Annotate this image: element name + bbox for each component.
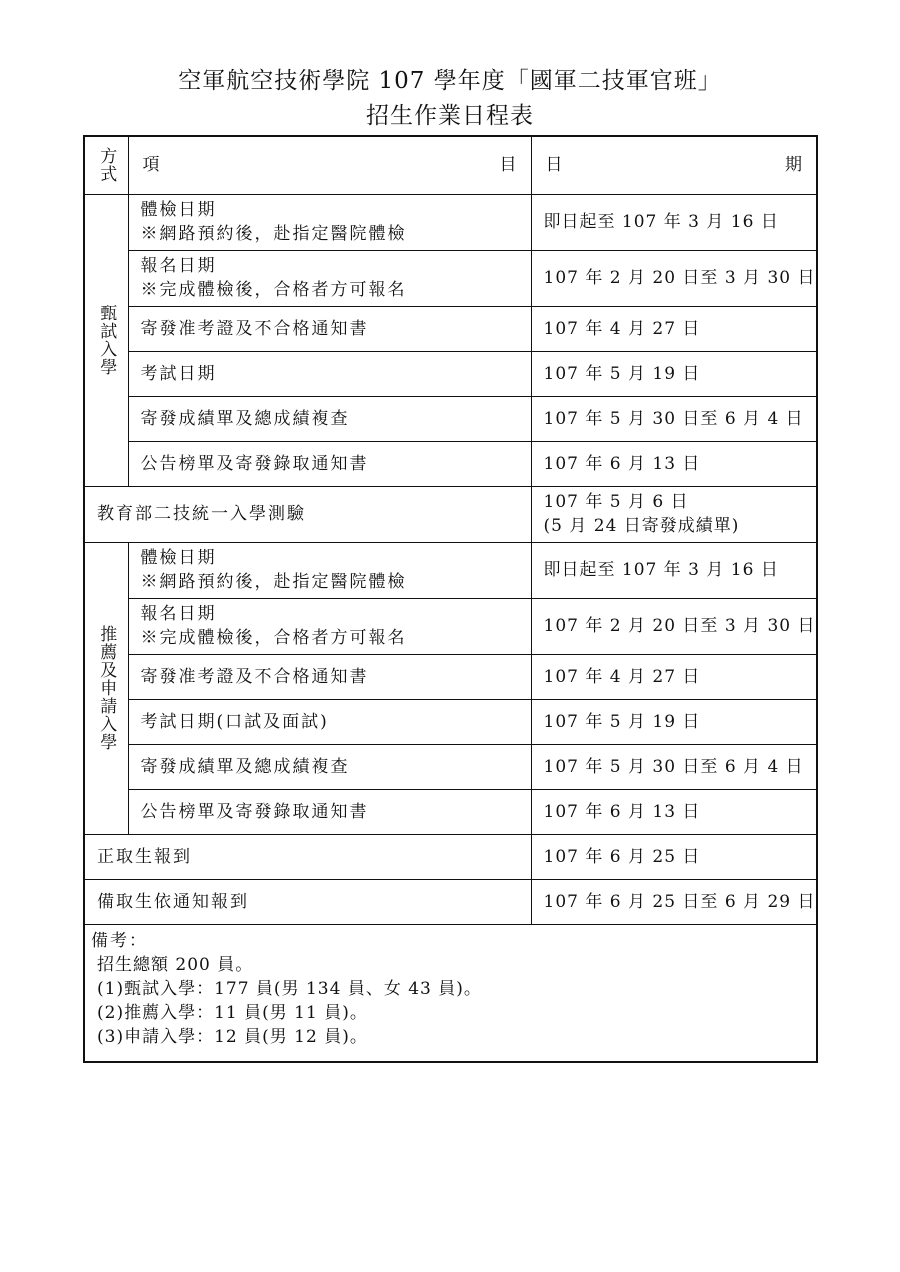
exam-item-cell [128,306,531,351]
schedule-table [83,135,818,1063]
recommend-method-label: 推薦及申請入學 [96,625,117,751]
cell-line: 107 年 6 月 13 日 [543,801,701,822]
cell-line: 即日起至 107 年 3 月 16 日 [543,560,779,580]
cell-line: (5 月 24 日寄發成績單) [543,516,740,536]
cell-line: 寄發成績單及總成績複查 [140,408,350,429]
cell-line: 107 年 5 月 19 日 [543,363,701,384]
recommend-row [84,744,817,789]
document-subtitle: 招生作業日程表 [366,103,534,129]
cell-line: 體檢日期 [140,548,217,568]
exam-item-cell [128,351,531,396]
waitlist-date-cell: 107 年 6 月 25 日至 6 月 29 日 [531,879,817,924]
header-method [84,136,128,194]
moe-test-date-cell [531,486,817,542]
admit-date-cell: 107 年 6 月 25 日 [531,834,817,879]
cell-line: 107 年 2 月 20 日至 3 月 30 日 [543,616,816,636]
cell-line: 公告榜單及寄發錄取通知書 [140,453,369,474]
admit-item-cell: 正取生報到 [84,834,531,879]
cell-line: 寄發成績單及總成績複查 [140,756,350,777]
exam-item-cell [128,250,531,306]
recommend-row [84,654,817,699]
cell-line: 107 年 5 月 30 日至 6 月 4 日 [543,408,804,429]
exam-item-cell [128,194,531,250]
moe-test-row [84,486,817,542]
header-date-right: 期 [785,155,802,176]
notes-row [84,924,817,1062]
cell-line: 107 年 6 月 13 日 [543,453,701,474]
waitlist-item-cell: 備取生依通知報到 [84,879,531,924]
exam-row [84,441,817,486]
cell-line: 107 年 4 月 27 日 [543,318,701,339]
recommend-method-cell [84,542,128,834]
exam-date-cell [531,306,817,351]
exam-method-label: 甄試入學 [96,304,117,376]
header-method-label: 方式 [96,147,117,184]
exam-item-cell [128,396,531,441]
header-row [84,136,817,194]
exam-item-cell [128,441,531,486]
cell-line: ※完成體檢後，合格者方可報名 [140,280,407,300]
cell-line: 107 年 5 月 30 日至 6 月 4 日 [543,756,804,777]
recommend-row [84,598,817,654]
exam-row [84,194,817,250]
header-date [531,136,817,194]
admit-row [84,834,817,879]
recommend-date-cell [531,789,817,834]
cell-line: ※網路預約後，赴指定醫院體檢 [140,572,407,592]
cell-line: 寄發准考證及不合格通知書 [140,318,369,339]
recommend-item-cell [128,598,531,654]
recommend-row [84,789,817,834]
schedule-body [84,136,817,1062]
header-item-left: 項 [142,155,160,176]
exam-date-cell [531,351,817,396]
exam-row [84,396,817,441]
recommend-date-cell [531,744,817,789]
cell-line: ※網路預約後，赴指定醫院體檢 [140,224,407,244]
exam-row [84,250,817,306]
waitlist-row [84,879,817,924]
cell-line: 107 年 5 月 6 日 [543,492,689,512]
header-date-left: 日 [545,155,563,176]
recommend-item-cell [128,542,531,598]
moe-test-item-cell: 教育部二技統一入學測驗 [84,486,531,542]
cell-line: 報名日期 [140,256,217,276]
cell-line: 寄發准考證及不合格通知書 [140,666,369,687]
exam-date-cell [531,441,817,486]
recommend-date-cell [531,699,817,744]
recommend-item-cell [128,699,531,744]
recommend-row [84,542,817,598]
recommend-date-cell [531,598,817,654]
cell-line: 107 年 2 月 20 日至 3 月 30 日 [543,268,816,288]
cell-line: 體檢日期 [140,200,217,220]
recommend-item-cell [128,789,531,834]
exam-date-cell [531,396,817,441]
cell-line: 考試日期(口試及面試) [140,711,329,732]
notes-line: 招生總額 200 員。 [97,954,254,975]
recommend-item-cell [128,654,531,699]
exam-date-cell [531,194,817,250]
cell-line: 107 年 5 月 19 日 [543,711,701,732]
document-title: 空軍航空技術學院 107 學年度「國軍二技軍官班」 [178,68,722,94]
cell-line: 公告榜單及寄發錄取通知書 [140,801,369,822]
cell-line: 107 年 4 月 27 日 [543,666,701,687]
notes-line: (2)推薦入學：11 員(男 11 員)。 [97,1002,368,1023]
cell-line: ※完成體檢後，合格者方可報名 [140,628,407,648]
exam-row [84,306,817,351]
notes-cell [84,924,817,1062]
exam-row [84,351,817,396]
exam-method-cell [84,194,128,486]
notes-line: (3)申請入學：12 員(男 12 員)。 [97,1026,368,1047]
notes-heading: 備考： [91,930,148,951]
exam-date-cell [531,250,817,306]
header-item [128,136,531,194]
recommend-row [84,699,817,744]
recommend-item-cell [128,744,531,789]
cell-line: 考試日期 [140,363,217,384]
recommend-date-cell [531,542,817,598]
recommend-date-cell [531,654,817,699]
header-item-right: 目 [499,155,517,176]
cell-line: 即日起至 107 年 3 月 16 日 [543,212,779,232]
notes-line: (1)甄試入學：177 員(男 134 員、女 43 員)。 [97,978,482,999]
cell-line: 報名日期 [140,604,217,624]
